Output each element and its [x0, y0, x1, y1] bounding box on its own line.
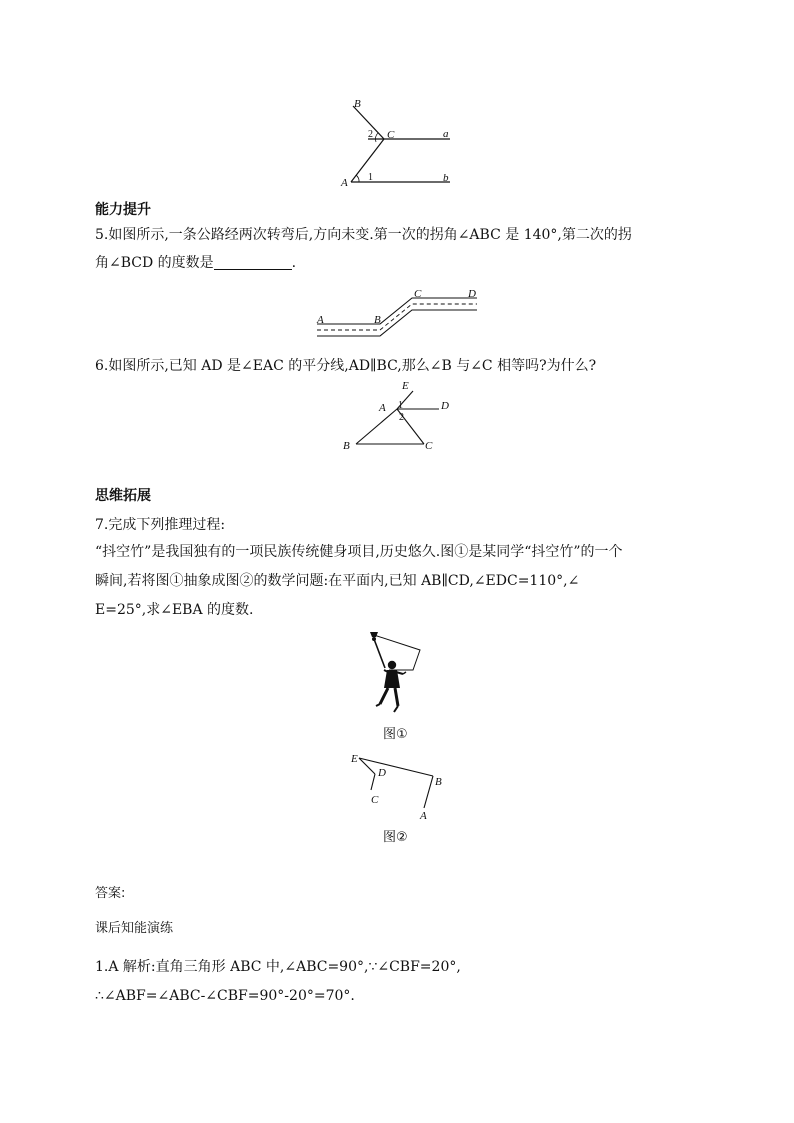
- diabolo-player-figure: [364, 630, 426, 720]
- bisector-figure: [340, 378, 465, 454]
- tri-label-a: A: [379, 402, 386, 414]
- geo-label-a: A: [420, 810, 427, 822]
- geo-label-c: C: [371, 794, 379, 806]
- q5-line2: [95, 252, 296, 274]
- road-label-a: A: [317, 314, 324, 326]
- tri-label-1: 1: [398, 400, 403, 411]
- q5-line2-prefix: 角∠BCD 的度数是: [95, 255, 214, 271]
- tri-label-d: D: [441, 400, 449, 412]
- diabolo-geometry-figure: [345, 744, 450, 824]
- q7-line1: 7.完成下列推理过程:: [95, 517, 226, 533]
- tri-label-c: C: [425, 440, 433, 452]
- label-1: 1: [368, 172, 373, 183]
- label-c: C: [387, 129, 395, 141]
- q5-answer-blank: [214, 255, 292, 270]
- label-line-a: a: [443, 128, 449, 140]
- q5-line1: 5.如图所示,一条公路经两次转弯后,方向未变.第一次的拐角∠ABC 是 140°,第二次的拐: [95, 227, 632, 243]
- geo-label-d: D: [378, 767, 386, 779]
- tri-label-b: B: [343, 440, 350, 452]
- road-label-b: B: [374, 314, 381, 326]
- label-line-b: b: [443, 172, 449, 184]
- answer1-line2: ∴∠ABF=∠ABC-∠CBF=90°-20°=70°.: [95, 988, 355, 1004]
- section-thinking: 思维拓展: [95, 488, 151, 504]
- q7-line2: “抖空竹”是我国独有的一项民族传统健身项目,历史悠久.图①是某同学“抖空竹”的一个: [95, 544, 623, 560]
- tri-label-2: 2: [399, 412, 404, 423]
- figure1-caption: 图①: [383, 727, 408, 742]
- figure2-caption: 图②: [383, 830, 408, 845]
- road-label-c: C: [414, 288, 422, 300]
- q7-line3: 瞬间,若将图①抽象成图②的数学问题:在平面内,已知 AB∥CD,∠EDC=110°,∠: [95, 573, 580, 589]
- road-figure: [312, 286, 482, 338]
- q5-line2-suffix: .: [291, 255, 297, 271]
- q6-line1: 6.如图所示,已知 AD 是∠EAC 的平分线,AD∥BC,那么∠B 与∠C 相等吗?为什么?: [95, 358, 597, 374]
- tri-label-e: E: [402, 380, 409, 392]
- parallel-lines-figure: [338, 96, 458, 192]
- geo-label-e: E: [351, 753, 358, 765]
- q7-line4: E=25°,求∠EBA 的度数.: [95, 602, 254, 618]
- answers-title: 答案:: [95, 886, 126, 901]
- geo-label-b: B: [435, 776, 442, 788]
- label-2: 2: [368, 129, 373, 140]
- answers-section: 课后知能演练: [95, 921, 174, 936]
- label-a: A: [341, 177, 348, 189]
- section-ability: 能力提升: [95, 202, 151, 218]
- road-label-d: D: [468, 288, 476, 300]
- answer1-line1: 1.A 解析:直角三角形 ABC 中,∠ABC=90°,∵∠CBF=20°,: [95, 959, 461, 975]
- label-b: B: [354, 98, 361, 110]
